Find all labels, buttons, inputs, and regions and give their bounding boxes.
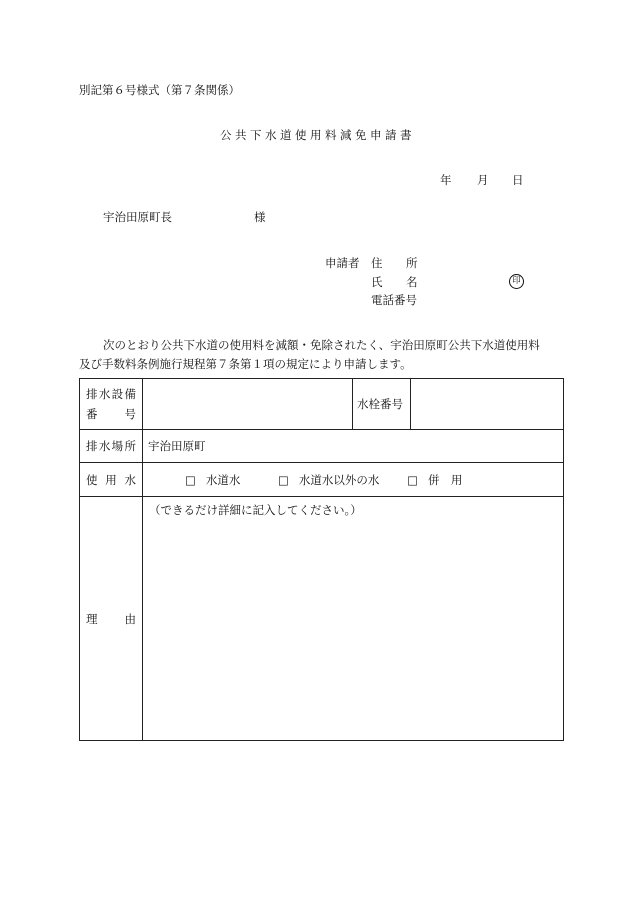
reason-char: 理 xyxy=(86,611,98,626)
reason-label xyxy=(80,497,143,741)
water-use-label xyxy=(80,463,143,497)
drain-place-label-row xyxy=(86,438,136,454)
checkbox-other-water[interactable]: □ xyxy=(278,472,289,487)
drain-place-char: 場 xyxy=(111,439,124,453)
drain-facility-char: 備 xyxy=(124,387,136,401)
drain-facility-label-line2 xyxy=(86,404,136,424)
water-use-char: 用 xyxy=(105,472,117,487)
form-title: 公共下水道使用料減免申請書 xyxy=(220,128,415,142)
option-combined: 併 用 xyxy=(427,472,463,487)
option-tap-water: 水道水 xyxy=(205,472,241,487)
drain-facility-label xyxy=(80,379,143,430)
drain-facility-label-line1 xyxy=(86,384,136,404)
drain-place-char: 所 xyxy=(124,439,136,453)
drain-facility-char: 排 xyxy=(86,387,98,401)
water-use-char: 使 xyxy=(86,472,98,487)
body-text-line2: 及び手数料条例施行規程第７条第１項の規定により申請します。 xyxy=(79,357,412,371)
reason-char: 由 xyxy=(124,611,136,626)
water-use-label-row xyxy=(86,472,136,488)
water-use-char: 水 xyxy=(124,472,136,487)
application-table xyxy=(79,378,564,741)
address-label-a: 住 xyxy=(371,256,383,270)
hydrant-label: 水栓番号 xyxy=(353,379,411,430)
drain-facility-char: 水 xyxy=(98,387,111,401)
phone-label: 電話番号 xyxy=(371,293,417,307)
drain-place-label xyxy=(80,430,143,463)
date-month: 月 xyxy=(477,173,489,187)
drain-facility-char: 号 xyxy=(124,407,136,421)
address-label-b: 所 xyxy=(406,256,418,270)
drain-facility-char: 設 xyxy=(111,387,124,401)
reason-field[interactable] xyxy=(143,497,564,741)
addressee-honorific: 様 xyxy=(254,210,266,224)
option-other-water: 水道水以外の水 xyxy=(298,472,380,487)
drain-facility-number-field[interactable] xyxy=(143,379,353,430)
applicant-label: 申請者 xyxy=(325,256,360,270)
body-text-line1: 次のとおり公共下水道の使用料を減額・免除されたく、宇治田原町公共下水道使用料 xyxy=(103,338,540,352)
form-number: 別記第６号様式（第７条関係） xyxy=(79,83,240,97)
drain-place-value: 宇治田原町 xyxy=(148,439,206,453)
checkbox-tap-water[interactable]: □ xyxy=(185,472,196,487)
checkbox-combined[interactable]: □ xyxy=(407,472,418,487)
drain-place-field[interactable] xyxy=(143,430,564,463)
date-day: 日 xyxy=(512,173,524,187)
reason-note: （できるだけ詳細に記入してください。） xyxy=(149,503,362,517)
hydrant-number-field[interactable] xyxy=(411,379,564,430)
reason-label-row xyxy=(86,611,136,627)
drain-place-char: 水 xyxy=(98,439,111,453)
drain-facility-char: 番 xyxy=(86,407,98,421)
name-label-b: 名 xyxy=(406,275,418,289)
water-use-options xyxy=(143,463,564,497)
name-label-a: 氏 xyxy=(371,275,383,289)
seal-mark: 印 xyxy=(509,274,524,289)
date-year: 年 xyxy=(440,173,452,187)
addressee-name: 宇治田原町長 xyxy=(103,210,172,224)
drain-place-char: 排 xyxy=(86,439,98,453)
